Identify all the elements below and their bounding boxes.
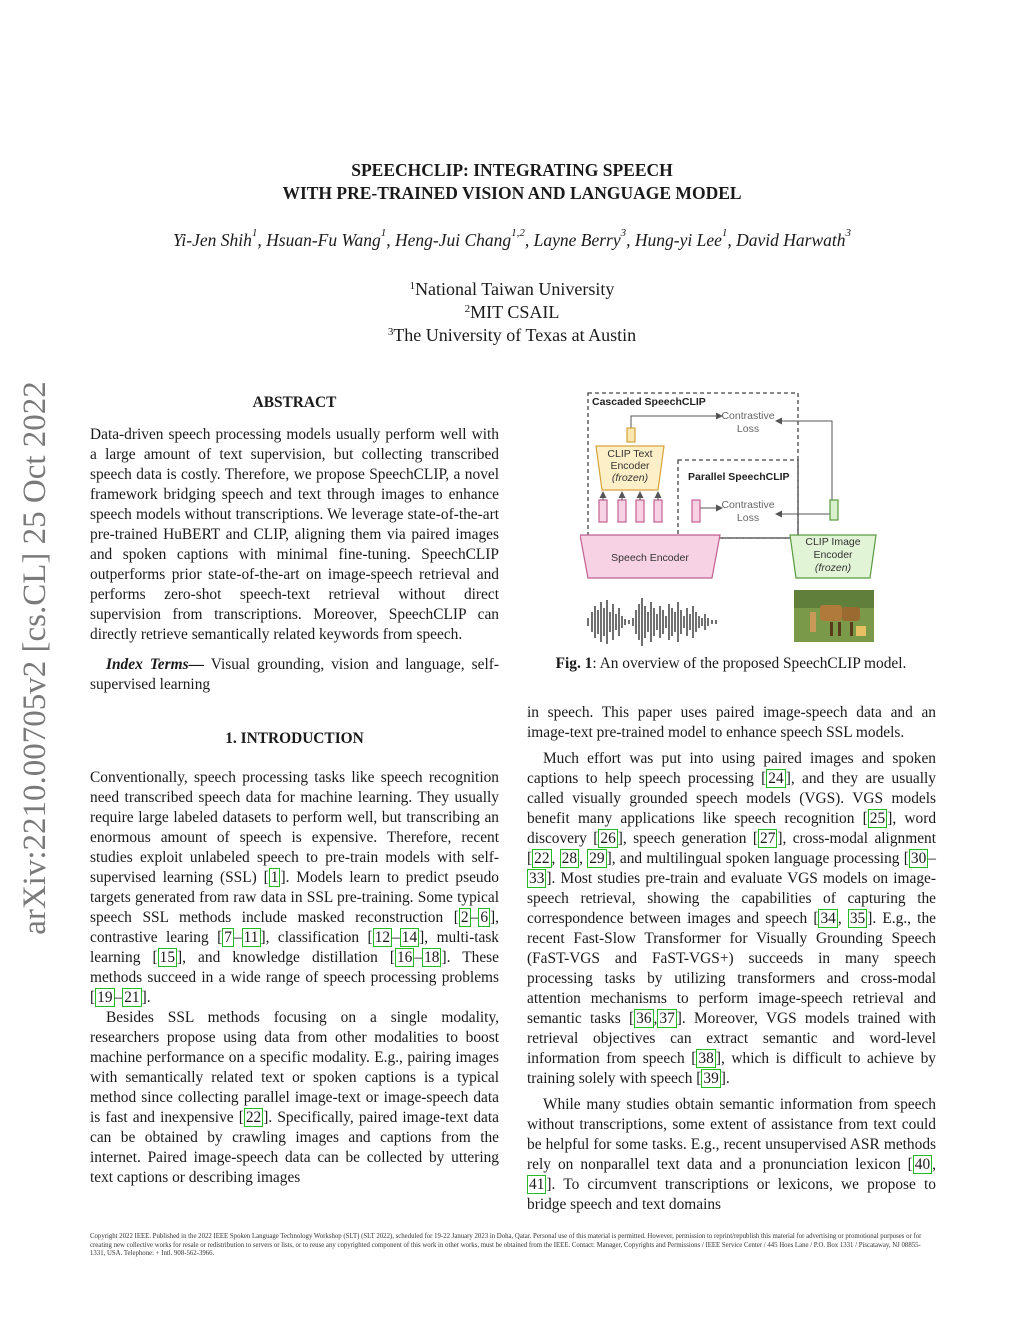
citation-link[interactable]: 7: [224, 929, 232, 946]
parallel-label: Parallel SpeechCLIP: [688, 471, 790, 483]
svg-text:Encoder: Encoder: [610, 460, 650, 472]
svg-text:Speech Encoder: Speech Encoder: [611, 552, 689, 564]
affiliation: $^1$National Taiwan University: [409, 279, 615, 299]
abstract-heading: ABSTRACT: [252, 394, 337, 411]
title-line-1: SPEECHCLIP: INTEGRATING SPEECH: [351, 160, 673, 180]
citation-link[interactable]: 38: [698, 1050, 714, 1067]
citation-link[interactable]: 6: [480, 909, 489, 926]
citation-link[interactable]: 1: [270, 869, 279, 886]
title-line-2: WITH PRE-TRAINED VISION AND LANGUAGE MODEL: [282, 183, 742, 203]
right-paragraph-2: Much effort was put into using paired images and spoken captions to help speech processing [ 24 ], and they are usually called visually grounded speech models (VGS). VGS models benefit many applications like speech recognition [ 25 ], word discovery [ 26 ], speech generation [ 27 ], cross-modal alignment [ 22 , 28 , 29 ], and multilingual spoken language processing [ 30 –33 ]. Most studies pre-train and evaluate VGS models on image-speech retrieval, showing the capabilities of capturing the correspondence between images and speech [ 34 , 35 ]. E.g., the recent Fast-Slow Transformer for Visually Grounding Speech (FaST-VGS and FaST-VGS+) succeeds in many speech processing tasks by utilizing transformers and cross-modal attention mechanisms to perform image-speech retrieval and semantic tasks [ 36 , 37 ]. Moreover, VGS models trained with retrieval objectives can extract semantic and word-level information from speech [ 38 ], which is difficult to achieve by training solely with speech [ 39 ].: [527, 750, 937, 1087]
arxiv-stamp: arXiv:2210.00705v2 [cs.CL] 25 Oct 2022: [17, 381, 53, 935]
image-embedding-token: [830, 500, 838, 520]
index-terms: Index Terms— Visual grounding, vision and language, self-supervised learning: [90, 656, 499, 693]
citation-link[interactable]: 11: [243, 929, 259, 946]
affiliation: $^2$MIT CSAIL: [464, 302, 560, 322]
sample-image: [794, 590, 874, 642]
affiliation: $^3$The University of Texas at Austin: [387, 325, 637, 345]
citation-link[interactable]: 22: [534, 850, 550, 867]
cascaded-label: Cascaded SpeechCLIP: [592, 396, 706, 408]
speech-waveform: [584, 598, 716, 646]
left-column: [90, 393, 499, 1188]
right-column: [527, 703, 936, 1215]
citation-link[interactable]: 29: [589, 850, 605, 867]
citation-link[interactable]: 27: [760, 830, 776, 847]
arrow: [631, 416, 722, 428]
author-list: Yi-Jen Shih$^1$, Hsuan-Fu Wang$^1$, Heng-Jui Chang$^{1,2}$, Layne Berry$^3$, Hung-yi Lee$^1$, David Harwath$^3$: [172, 227, 851, 250]
affiliations: [0, 278, 1024, 347]
citation-link[interactable]: 21: [124, 989, 140, 1006]
citation-link[interactable]: 18: [424, 949, 440, 966]
citation-link[interactable]: 19: [97, 989, 113, 1006]
speech-token: [692, 500, 700, 522]
author: Hung-yi Lee$^1$: [634, 227, 728, 250]
contrastive-loss-top: Contrastive: [721, 410, 775, 422]
right-paragraph-1: in speech. This paper uses paired image-speech data and an image-text pre-trained model to enhance speech SSL models.: [527, 704, 936, 741]
copyright-notice: Copyright 2022 IEEE. Published in the 2022 IEEE Spoken Language Technology Workshop (SLT) (SLT 2022), scheduled for 19-22 January 2023 in Doha, Qatar. Personal use of this material is permitted. However, permission to reprint/republish this material for advertising or promotional purposes or for creating new collective works for resale or redistribution to servers or lists, or to reuse any copyrighted component of this work in other works, must be obtained from the IEEE. Contact: Manager, Copyrights and Permissions / IEEE Service Center / 445 Hoes Lane / P.O. Box 1331 / Piscataway, NJ 08855-1331, USA. Telephone: + Intl. 908-562-3966.: [90, 1233, 922, 1258]
citation-link[interactable]: 28: [561, 850, 578, 867]
svg-text:CLIP Text: CLIP Text: [607, 448, 653, 460]
author: David Harwath$^3$: [736, 227, 851, 250]
speech-token: [618, 500, 626, 522]
intro-paragraph-2: Besides SSL methods focusing on a single modality, researchers propose using data from other modalities to boost machine performance on a specific modality. E.g., pairing images with semantically related text or spoken captions is a typical method since collecting parallel image-text or image-speech data is fast and inexpensive [ 22 ]. Specifically, paired image-text data can be obtained by crawling images and captions from the internet. Paired image-speech data can be collected by uttering text captions or describing images: [90, 1009, 499, 1186]
citation-link[interactable]: 33: [529, 870, 545, 887]
citation-link[interactable]: 41: [529, 1176, 545, 1193]
svg-text:CLIP Image: CLIP Image: [805, 536, 861, 548]
citation-link[interactable]: 36: [636, 1010, 652, 1027]
citation-link[interactable]: 16: [396, 949, 413, 966]
svg-text:Encoder: Encoder: [813, 549, 853, 561]
citation-link[interactable]: 14: [401, 929, 418, 946]
author: Heng-Jui Chang$^{1,2}$: [394, 227, 525, 250]
citation-link[interactable]: 34: [820, 910, 836, 927]
citation-link[interactable]: 2: [460, 909, 469, 926]
citation-link[interactable]: 24: [768, 770, 784, 787]
speech-token: [599, 500, 607, 522]
citation-link[interactable]: 35: [849, 910, 866, 927]
svg-text:(frozen): (frozen): [611, 472, 649, 484]
intro-paragraph-1: Conventionally, speech processing tasks like speech recognition need transcribed speech data for machine learning. They usually require large labeled datasets to perform well, but transcribing an enormous amount of speech is expensive. Therefore, recent studies exploit unlabeled speech to pre-train models with self-supervised learning (SSL) [ 1 ]. Models learn to predict pseudo targets generated from raw data in SSL pre-training. Some typical speech SSL methods include masked reconstruction [ 2 – 6 ], contrastive learing [ 7 – 11 ], classification [ 12 – 14 ], multi-task learning [ 15 ], and knowledge distillation [ 16 – 18 ]. These methods succeed in a wide range of speech processing problems [ 19 – 21 ].: [90, 769, 499, 1006]
intro-heading: 1. INTRODUCTION: [225, 730, 364, 747]
citation-link[interactable]: 15: [159, 949, 176, 966]
svg-text:Loss: Loss: [736, 512, 760, 524]
citation-link[interactable]: 40: [914, 1156, 931, 1173]
speech-token: [654, 500, 662, 522]
author: Layne Berry$^3$: [533, 227, 627, 250]
citation-link[interactable]: 22: [245, 1109, 262, 1126]
citation-link[interactable]: 30: [910, 850, 927, 867]
speechclip-diagram: [580, 390, 880, 650]
speech-token: [636, 500, 644, 522]
citation-link[interactable]: 37: [659, 1010, 675, 1027]
citation-link[interactable]: 25: [869, 810, 886, 827]
paper-title: [0, 159, 1024, 205]
svg-text:(frozen): (frozen): [814, 562, 852, 574]
abstract-body: Data-driven speech processing models usually perform well with a large amount of text supervision, but collecting transcribed speech data is costly. Therefore, we propose SpeechCLIP, a novel framework bridging speech and text through images to enhance speech models without transcriptions. We leverage state-of-the-art pre-trained HuBERT and CLIP, aligning them via paired images and spoken captions with minimal fine-tuning. SpeechCLIP outperforms prior state-of-the-art on image-speech retrieval and performs zero-shot speech-text retrieval without direct supervision from transcriptions. Moreover, SpeechCLIP can directly retrieve semantically related keywords from speech.: [90, 426, 499, 643]
citation-link[interactable]: 12: [374, 929, 391, 946]
svg-text:Loss: Loss: [736, 423, 760, 435]
contrastive-loss-mid: Contrastive: [721, 499, 775, 511]
citation-link[interactable]: 26: [600, 830, 616, 847]
citation-link[interactable]: 39: [703, 1070, 719, 1087]
right-paragraph-3: While many studies obtain semantic information from speech without transcriptions, some extent of assistance from text could be helpful for some tasks. E.g., recent unsupervised ASR methods rely on nonparallel text data and a pronunciation lexicon [ 40 , 41 ]. To circumvent transcriptions or lexicons, we propose to bridge speech and text domains: [527, 1096, 936, 1213]
author: Yi-Jen Shih$^1$: [172, 227, 258, 250]
author: Hsuan-Fu Wang$^1$: [266, 227, 387, 250]
figure-caption: Fig. 1: An overview of the proposed SpeechCLIP model.: [555, 655, 907, 672]
text-embedding-token: [627, 428, 635, 442]
